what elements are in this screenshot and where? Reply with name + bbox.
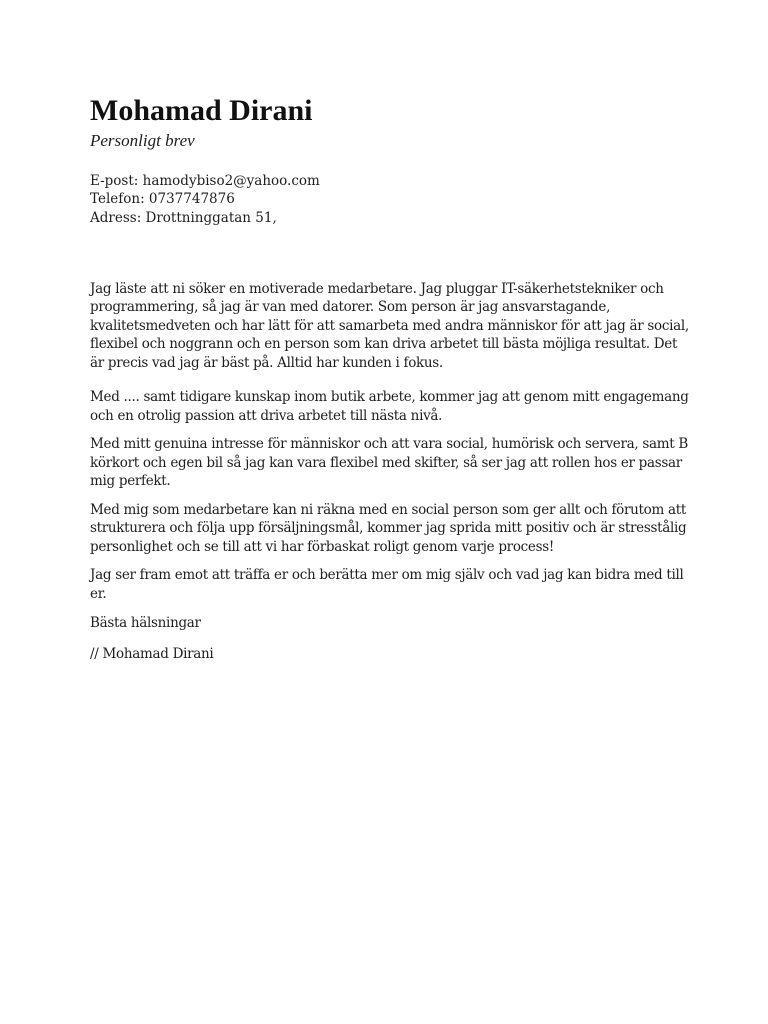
phone-line: Telefon: 0737747876 (90, 191, 235, 208)
letter-paragraph-experience: Med .... samt tidigare kunskap inom butik arbete, kommer jag att genom mitt engagemang och en otrolig passion att driva arbetet till nästa nivå. (90, 389, 689, 424)
email-line: E-post: hamodybiso2@yahoo.com (90, 173, 320, 189)
letter-paragraph-outro: Jag ser fram emot att träffa er och berätta mer om mig själv och vad jag kan bidra med till er. (90, 567, 684, 602)
document-subtitle: Personligt brev (90, 131, 195, 150)
address-line: Adress: Drottninggatan 51, (90, 209, 277, 226)
closing-line: Bästa hälsningar (90, 615, 201, 632)
applicant-name: Mohamad Dirani (90, 94, 313, 127)
letter-paragraph-intro: Jag läste att ni söker en motiverade medarbetare. Jag pluggar IT-säkerhetstekniker och programmering, så jag är van med datorer. Som person är jag ansvarstagande, kvalitetsmedveten och har lätt för att samarbeta med andra människor för att jag är social, flexibel och noggrann och en person som kan driva arbetet till bästa möjliga resultat. Det är precis vad jag är bäst på. Alltid har kunden i fokus. (90, 280, 689, 371)
signature: // Mohamad Dirani (90, 645, 214, 662)
contact-block (90, 172, 690, 227)
letter-paragraph-interest: Med mitt genuina intresse för människor och att vara social, humörisk och servera, samt B körkort och egen bil så jag kan vara flexibel med skifter, så ser jag att rollen hos er passar mig perfekt. (90, 436, 688, 490)
letter-page (90, 92, 690, 663)
letter-paragraph-value: Med mig som medarbetare kan ni räkna med en social person som ger allt och förutom att strukturera och följa upp försäljningsmål, kommer jag sprida mitt positiv och är stresstålig personlighet och se till att vi har förbaskat roligt genom varje process! (90, 501, 687, 555)
